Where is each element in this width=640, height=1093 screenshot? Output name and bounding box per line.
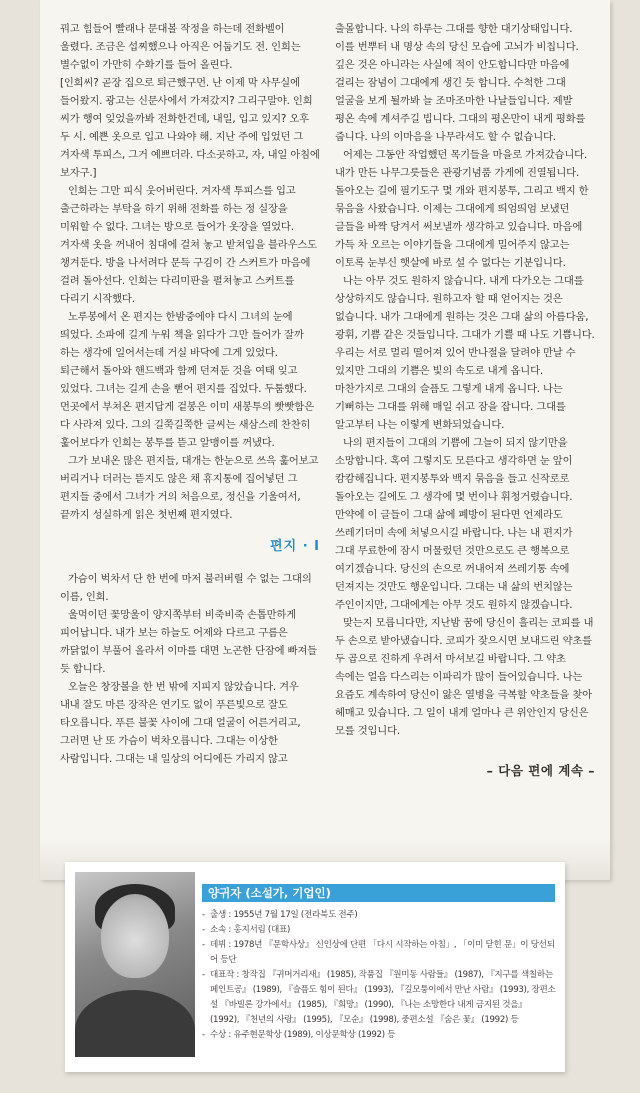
paragraph: 노루봉에서 온 편지는 한밤중에야 다시 그녀의 눈에 띄었다. 소파에 길게 누워 책을 읽다가 그만 들어가 잘까 하는 생각에 일어서는데 거실 바닥에 그게 있었다. 퇴근해서 돌아와 핸드백과 함께 던져둔 것을 여태 잊고 있었다. 그녀는 길게 손을 뻗어 편지를 집었다. 두툼했다. 먼곳에서 부쳐온 편지답게 겉봉은 이미 새봉투의 빳빳함은 다 사라져 있다. 그의 길쭉길쭉한 글씨는 새삼스레 찬찬히 훑어보다가 인희는 봉투를 뜯고 알맹이를 꺼냈다. [60, 311, 314, 449]
paragraph: [인희씨? 곧장 집으로 퇴근했구먼. 난 이제 막 사무실에 들어왔지. 광고는 신문사에서 가져갔지? 그리구말야. 인희 씨가 행여 잊었을까봐 전화한건데, 내일, 입고 있지? 오후 두 시. 예쁜 옷으로 입고 나와야 해. 지난 주에 입었던 그 겨자색 투피스, 그거 예쁘더라. 다소곳하고, 자, 내일 아침에 보자구.] [60, 77, 320, 179]
paragraph: 그가 보내온 많은 편지들, 대개는 한눈으로 쓰윽 훑어보고 버리거나 더러는 뜯지도 않은 채 휴지통에 집어넣던 그 편지들 중에서 그녀가 거의 처음으로, 정신을 기울여서, 끝까지 성실하게 읽은 첫번째 편지였다. [60, 455, 319, 521]
bio-item: - 소속 : 홍지서림 (대표) [202, 923, 557, 938]
photo-face-shape [101, 894, 169, 978]
paragraph: 울먹이던 꽃망울이 양지쪽부터 비죽비죽 손톱만하게 피어납니다. 내가 보는 하늘도 어제와 다르고 구름은 까닭없이 부풀어 올라서 이마를 대면 노곤한 단잠에 빠져들 듯 합니다. [60, 609, 317, 675]
section-title: 편지 · I [270, 539, 320, 554]
author-name: 양귀자 (소설가, 기업인) [202, 884, 555, 902]
article-right-column [335, 20, 595, 780]
photo-body-shape [75, 990, 195, 1057]
paragraph: 맞는지 모릅니다만, 지난밤 꿈에 당신이 흘리는 코피를 내 두 손으로 받아냈습니다. 코피가 잦으시면 보내드린 약초를 두 곱으로 진하게 우려서 마셔보길 바랍니다. 그 약초 속에는 얼음 다스리는 이파리가 많이 들어있습니다. 나는 요즘도 계속하여 당신이 앓은 열병을 극복할 약초들을 찾아 헤매고 있습니다. 그 일이 내게 얼마나 큰 위안인지 당신은 모를 것입니다. [335, 617, 594, 737]
bio-item: - 수상 : 유주현문학상 (1989), 이상문학상 (1992) 등 [202, 1028, 557, 1043]
paragraph: 출몰합니다. 나의 하루는 그대를 향한 대기상태입니다. 이를 번뿌터 내 명상 속의 당신 모습에 고뇌가 비칩니다. 깊은 것은 아니라는 사실에 적이 안도합니다만 마음에 걸리는 잠념이 그대에게 생긴 듯 합니다. 수척한 그대 얼굴을 보게 될까봐 늘 조마조마한 나날들입니다. 제발 평온 속에 계셔주길 빕니다. 그대의 평온만이 내게 평화를 줍니다. 나의 이마음을 나무라셔도 할 수 없습니다. [335, 23, 586, 143]
author-info-list [202, 908, 557, 1043]
paragraph: 오늘은 창장볼을 한 번 밖에 지피지 않았습니다. 겨우 내내 잘도 마른 장작은 연기도 없이 푸른빛으로 잘도 타오릅니다. 푸른 불꽃 사이에 그대 얼굴이 어른거리고, 그러면 난 또 가슴이 벅차오릅니다. 그대는 이상한 사람입니다. 그대는 내 일상의 어디에든 가리지 않고 [60, 681, 301, 765]
bio-item: - 대표작 : 창작집 『귀머거리새』 (1985), 작품집 『원미동 사람들』 (1987), 『지구를 색칠하는 페인트공』 (1989), 『슬픔도 힘이 된다』 (1993), 『길모퉁이에서 만난 사람』 (1993), 장편소설 『바빌론 강가에서』 (1985), 『희망』 (1990), 『나는 소망한다 내게 금지된 것을』 (1992), 『천년의 사랑』 (1995), 『모순』 (1998), 중편소설 『숨은 꽃』 (1992) 등 [202, 968, 557, 1028]
bio-item: - 출생 : 1955년 7월 17일 (전라북도 전주) [202, 908, 557, 923]
article-left-column [60, 20, 320, 768]
paragraph: 가슴이 벅차서 단 한 번에 마저 불러버릴 수 없는 그대의 이름, 인희. [60, 573, 312, 603]
paragraph: 꿔고 힘들어 빨래나 문대볼 작정을 하는데 전화벨이 울렸다. 조금은 섭찌했으나 아직은 어둡기도 전. 인희는 별수없이 가만히 수화기를 들어 올린다. [60, 23, 301, 71]
paragraph: 나의 편지들이 그대의 기쁨에 그늘이 되지 않기만을 소망합니다. 혹여 그렇지도 모른다고 생각하면 눈 앞이 캄캄해집니다. 편지봉투와 백지 묶음을 들고 신작로로 돌아오는 길에도 그 생각에 몇 번이나 휘청거렸습니다. 만약에 이 글들이 그대 삶에 폐방이 된다면 언제라도 쓰레기더미 속에 처넣으시길 바랍니다. 나는 내 편지가 그대 무료한에 잠시 머물렀던 것만으로도 큰 행복으로 여기겠습니다. 당신의 손으로 꺼내어져 쓰레기통 속에 던져지는 것만도 행운입니다. 그대는 내 삶의 번치않는 주인이지만, 그대에게는 아무 것도 원하지 않겠습니다. [335, 437, 573, 611]
paragraph: 나는 아무 것도 원하지 않습니다. 내게 다가오는 그대를 상상하지도 않습니다. 원하고자 할 때 얻어지는 것은 없습니다. 내가 그대에게 원하는 것은 그대 삶의 아름다움, 광휘, 기쁨 같은 것들입니다. 그대가 기쁠 때 나도 기쁩니다. 우리는 서로 멀리 떨어져 있어 반나절을 달려야 만날 수 있지만 그대의 기쁨은 빛의 속도로 내게 옵니다. 마찬가지로 그대의 슬픔도 그렇게 내게 옵니다. 나는 기뻐하는 그대를 위해 매일 쉬고 잠을 잡니다. 그대를 알고부터 나는 이렇게 변화되었습니다. [335, 275, 595, 431]
author-photo [75, 872, 195, 1057]
paragraph: 인희는 그만 피식 웃어버린다. 겨자색 투피스를 입고 출근하라는 부탁을 하기 위해 전화를 하는 정 실장을 미워할 수 없다. 그녀는 방으로 들어가 옷장을 열었다. 겨자색 옷을 꺼내어 침대에 걸쳐 놓고 받쳐입을 블라우스도 챙겨둔다. 방을 나서려다 문득 구김이 간 스커트가 마음에 걸려 돌아선다. 인희는 다리미판을 펼쳐놓고 스커트를 다리기 시작했다. [60, 185, 317, 305]
paragraph: 어제는 그동안 작업했던 목기들을 마을로 가져갔습니다. 내가 만든 나무그릇들은 관광기념품 가게에 진열됩니다. 돌아오는 길에 필기도구 몇 개와 편지봉투, 그리고 백지 한 묶음을 사왔습니다. 이제는 그대에게 띄엄띄엄 보냈던 글들을 바짝 당겨서 써보낼까 생각하고 있습니다. 마음에 가득 차 오르는 이야기들을 그대에게 밀어주지 않고는 이토록 눈부신 햇살에 바로 설 수 없다는 기분입니다. [335, 149, 589, 269]
author-bio-card [65, 862, 565, 1072]
continue-note: – 다음 편에 계속 – [486, 763, 595, 778]
bio-item: - 데뷔 : 1978년 『문학사상』 신인상에 단편 「다시 시작하는 아침」, 「이미 닫힌 문」이 당선되어 등단 [202, 938, 557, 968]
